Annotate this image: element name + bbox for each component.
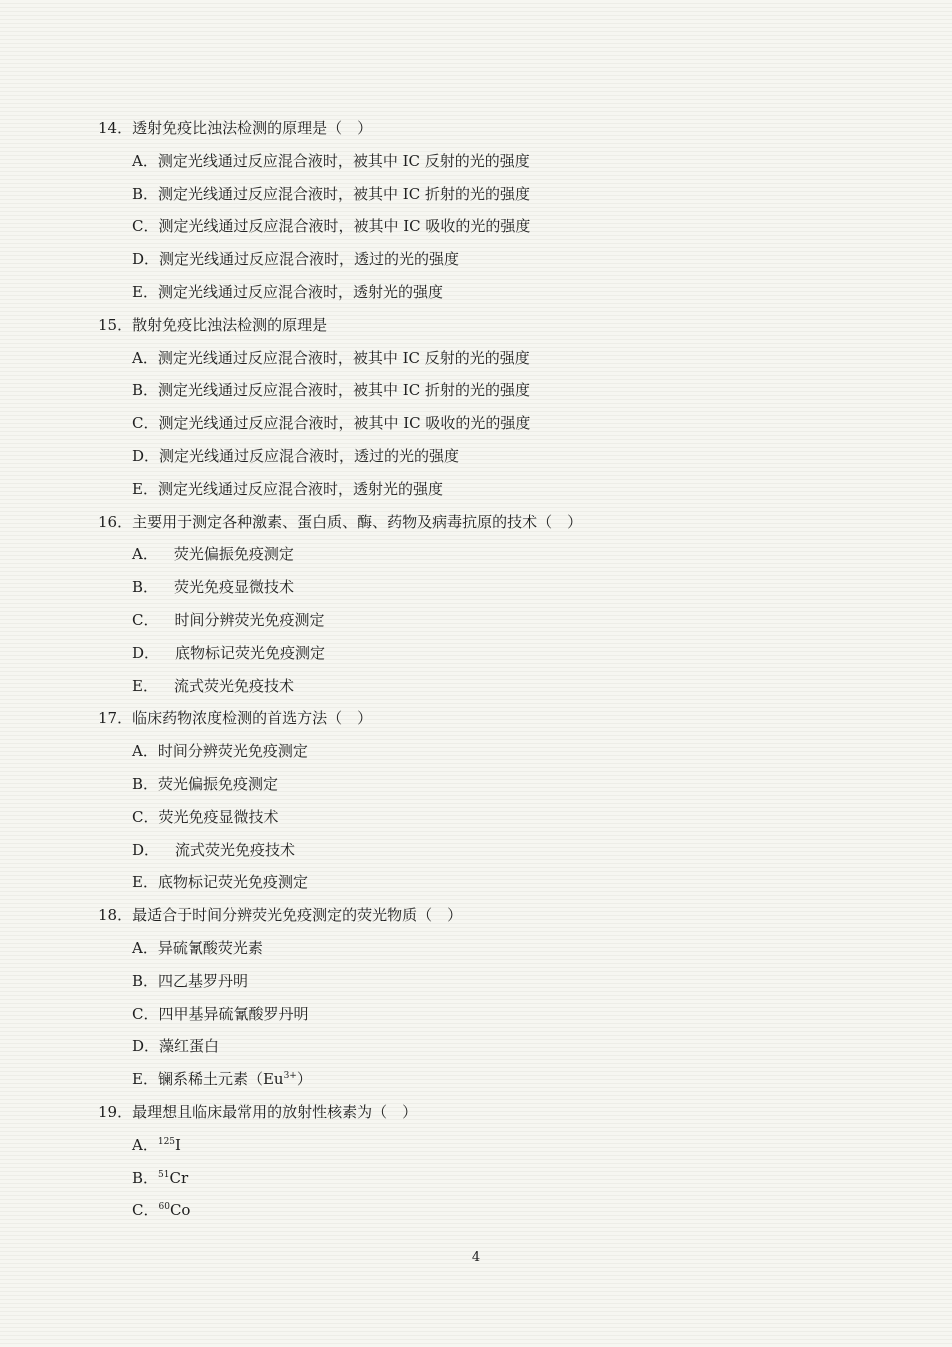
option-text: 时间分辨荧光免疫测定: [174, 610, 325, 629]
option-text: 荧光免疫显微技术: [158, 807, 279, 826]
answer-option: [98, 965, 898, 998]
option-text: 四乙基罗丹明: [158, 971, 249, 990]
option-text: 时间分辨荧光免疫测定: [157, 742, 308, 761]
option-label: C．: [132, 1004, 159, 1023]
option-text: 镧系稀土元素（Eu: [157, 1070, 284, 1089]
option-label: B．: [132, 1168, 159, 1187]
option-label: B．: [132, 184, 159, 203]
question-stem: 15．散射免疫比浊法检测的原理是: [98, 315, 328, 334]
option-text: 测定光线通过反应混合液时，被其中 IC 反射的光的强度: [157, 151, 530, 170]
option-label: A．: [132, 1135, 158, 1154]
option-text: 测定光线通过反应混合液时，透射光的强度: [157, 282, 443, 301]
question-stem: 17．临床药物浓度检测的首选方法（ ）: [98, 709, 373, 728]
answer-option: [98, 670, 898, 703]
answer-option: [98, 604, 898, 637]
answer-option: [98, 342, 898, 375]
option-label: B．: [132, 774, 159, 793]
question-stem: 16．主要用于测定各种激素、蛋白质、酶、药物及病毒抗原的技术（ ）: [98, 512, 583, 531]
option-text: 测定光线通过反应混合液时，被其中 IC 折射的光的强度: [158, 381, 530, 400]
option-label: B．: [132, 381, 159, 400]
option-label: B．: [132, 971, 159, 990]
option-label: B．: [132, 578, 159, 597]
option-superscript: 3+: [283, 1071, 297, 1082]
option-label: D．: [132, 250, 160, 269]
question-list: [98, 112, 898, 1227]
option-label: E．: [132, 676, 158, 695]
option-label: D．: [132, 1037, 160, 1056]
answer-option: [98, 735, 898, 768]
option-label: E．: [132, 873, 158, 892]
option-text-suffix: ）: [296, 1070, 312, 1089]
option-label: C．: [132, 414, 159, 433]
answer-option: [98, 210, 898, 243]
option-superscript: 60: [158, 1202, 170, 1213]
option-label: E．: [132, 479, 158, 498]
option-label: A．: [132, 938, 158, 957]
answer-option: [98, 998, 898, 1031]
answer-option: [98, 1030, 898, 1063]
option-label: D．: [132, 446, 160, 465]
option-text: 测定光线通过反应混合液时，透过的光的强度: [159, 446, 460, 465]
option-label: E．: [132, 282, 158, 301]
option-label: A．: [132, 742, 158, 761]
option-text: 流式荧光免疫技术: [175, 840, 296, 859]
answer-option: [98, 571, 898, 604]
option-text: 流式荧光免疫技术: [173, 676, 294, 695]
answer-option: [98, 1162, 898, 1195]
question-stem: 19．最理想且临床最常用的放射性核素为（ ）: [98, 1102, 418, 1121]
option-superscript: 51: [158, 1169, 170, 1180]
option-text: 藻红蛋白: [159, 1037, 220, 1056]
option-text: 底物标记荧光免疫测定: [157, 873, 308, 892]
option-label: D．: [132, 840, 160, 859]
option-text: 荧光偏振免疫测定: [173, 545, 294, 564]
option-label: C．: [132, 217, 159, 236]
answer-option: [98, 1194, 898, 1227]
answer-option: [98, 801, 898, 834]
option-text-suffix: I: [175, 1135, 181, 1154]
page-number: 4: [471, 1250, 481, 1265]
option-label: E．: [132, 1070, 158, 1089]
question-stem: 14．透射免疫比浊法检测的原理是（ ）: [98, 119, 373, 137]
answer-option: [98, 932, 898, 965]
option-text: 荧光偏振免疫测定: [158, 774, 279, 793]
answer-option: [98, 538, 898, 571]
answer-option: [98, 374, 898, 407]
option-text: 测定光线通过反应混合液时，透射光的强度: [157, 479, 443, 498]
answer-option: [98, 866, 898, 899]
option-label: C．: [132, 807, 159, 826]
option-text: 底物标记荧光免疫测定: [175, 643, 326, 662]
option-text: 荧光免疫显微技术: [174, 578, 295, 597]
option-superscript: 125: [157, 1136, 176, 1147]
answer-option: [98, 768, 898, 801]
option-text: 四甲基异硫氰酸罗丹明: [158, 1004, 309, 1023]
answer-option: [98, 1063, 898, 1096]
option-label: A．: [132, 545, 158, 564]
option-text: 测定光线通过反应混合液时，透过的光的强度: [159, 250, 460, 269]
option-label: A．: [132, 348, 158, 367]
option-label: C．: [132, 610, 159, 629]
answer-option: [98, 473, 898, 506]
option-text: 异硫氰酸荧光素: [157, 938, 263, 957]
option-label: D．: [132, 643, 160, 662]
option-text: 测定光线通过反应混合液时，被其中 IC 折射的光的强度: [158, 184, 530, 203]
answer-option: [98, 440, 898, 473]
option-label: A．: [132, 151, 158, 170]
option-text-suffix: Cr: [169, 1168, 189, 1187]
answer-option: [98, 178, 898, 211]
answer-option: [98, 407, 898, 440]
option-text-suffix: Co: [169, 1201, 191, 1220]
answer-option: [98, 243, 898, 276]
answer-option: [98, 637, 898, 670]
option-text: 测定光线通过反应混合液时，被其中 IC 反射的光的强度: [157, 348, 530, 367]
answer-option: [98, 145, 898, 178]
option-text: 测定光线通过反应混合液时，被其中 IC 吸收的光的强度: [158, 414, 531, 433]
option-label: C．: [132, 1201, 159, 1220]
answer-option: [98, 834, 898, 867]
question-stem: 18．最适合于时间分辨荧光免疫测定的荧光物质（ ）: [98, 906, 463, 925]
answer-option: [98, 276, 898, 309]
answer-option: [98, 1129, 898, 1162]
option-text: 测定光线通过反应混合液时，被其中 IC 吸收的光的强度: [158, 217, 531, 236]
